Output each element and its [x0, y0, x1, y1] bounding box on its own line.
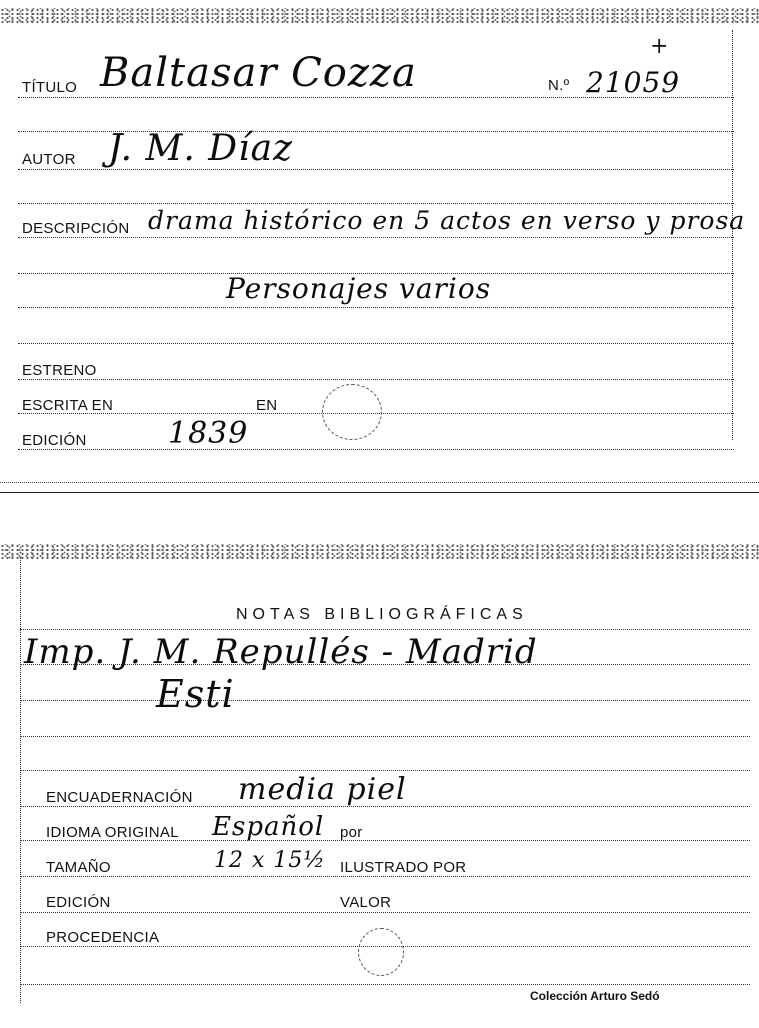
- value-encuadernacion: media piel: [238, 772, 407, 807]
- label-en: EN: [256, 397, 278, 414]
- label-numero: N.º: [548, 77, 570, 94]
- card-border-left: [20, 558, 21, 1003]
- label-encuadernacion: ENCUADERNACIÓN: [46, 789, 193, 806]
- label-tamano: TAMAÑO: [46, 859, 111, 876]
- label-descripcion: DESCRIPCIÓN: [22, 220, 130, 237]
- label-autor: AUTOR: [22, 151, 76, 168]
- card-bottom-edge: [0, 492, 759, 493]
- catalog-card-back: [0, 540, 759, 1028]
- value-tamano: 12 x 15½: [214, 848, 326, 873]
- label-edicion: EDICIÓN: [22, 432, 87, 449]
- collection-credit: Colección Arturo Sedó: [530, 989, 660, 1003]
- value-numero: 21059: [586, 66, 681, 99]
- rule-line: [18, 169, 734, 170]
- label-escrita-en: ESCRITA EN: [22, 397, 114, 414]
- rule-line: [18, 379, 734, 380]
- rule-line: [20, 876, 750, 877]
- value-descripcion-line1: drama histórico en 5 actos en verso y prosa: [148, 206, 746, 235]
- rule-line: [20, 912, 750, 913]
- card-edge-texture: [0, 8, 759, 24]
- value-descripcion-line2: Personajes varios: [226, 272, 492, 305]
- label-ilustrado-por: ILUSTRADO POR: [340, 859, 467, 876]
- catalog-card-front: [0, 0, 759, 492]
- value-numero-mark: +: [650, 34, 670, 59]
- rule-line: [18, 449, 734, 450]
- rule-line: [20, 770, 750, 771]
- rule-line: [20, 736, 750, 737]
- rule-line: [20, 629, 750, 630]
- label-idioma-original: IDIOMA ORIGINAL: [46, 824, 179, 841]
- notes-line2: Esti: [156, 672, 235, 716]
- rule-line: [18, 203, 734, 204]
- label-titulo: TÍTULO: [22, 79, 78, 96]
- label-valor: VALOR: [340, 894, 392, 911]
- rule-line: [0, 482, 759, 483]
- rule-line: [18, 307, 734, 308]
- faint-stamp: [322, 384, 382, 440]
- notes-line1: Imp. J. M. Repullés - Madrid: [24, 632, 538, 672]
- value-autor: J. M. Díaz: [108, 128, 294, 169]
- faint-stamp: [358, 928, 404, 976]
- value-edicion: 1839: [168, 416, 249, 451]
- rule-line: [20, 984, 750, 985]
- label-edicion-back: EDICIÓN: [46, 894, 111, 911]
- rule-line: [18, 343, 734, 344]
- value-titulo: Baltasar Cozza: [100, 50, 417, 96]
- rule-line: [18, 237, 734, 238]
- label-por: por: [340, 824, 363, 841]
- label-procedencia: PROCEDENCIA: [46, 929, 160, 946]
- notes-title: NOTAS BIBLIOGRÁFICAS: [236, 606, 528, 623]
- card-edge-texture: [0, 544, 759, 560]
- rule-line: [20, 700, 750, 701]
- value-idioma-original: Español: [212, 812, 325, 842]
- label-estreno: ESTRENO: [22, 362, 97, 379]
